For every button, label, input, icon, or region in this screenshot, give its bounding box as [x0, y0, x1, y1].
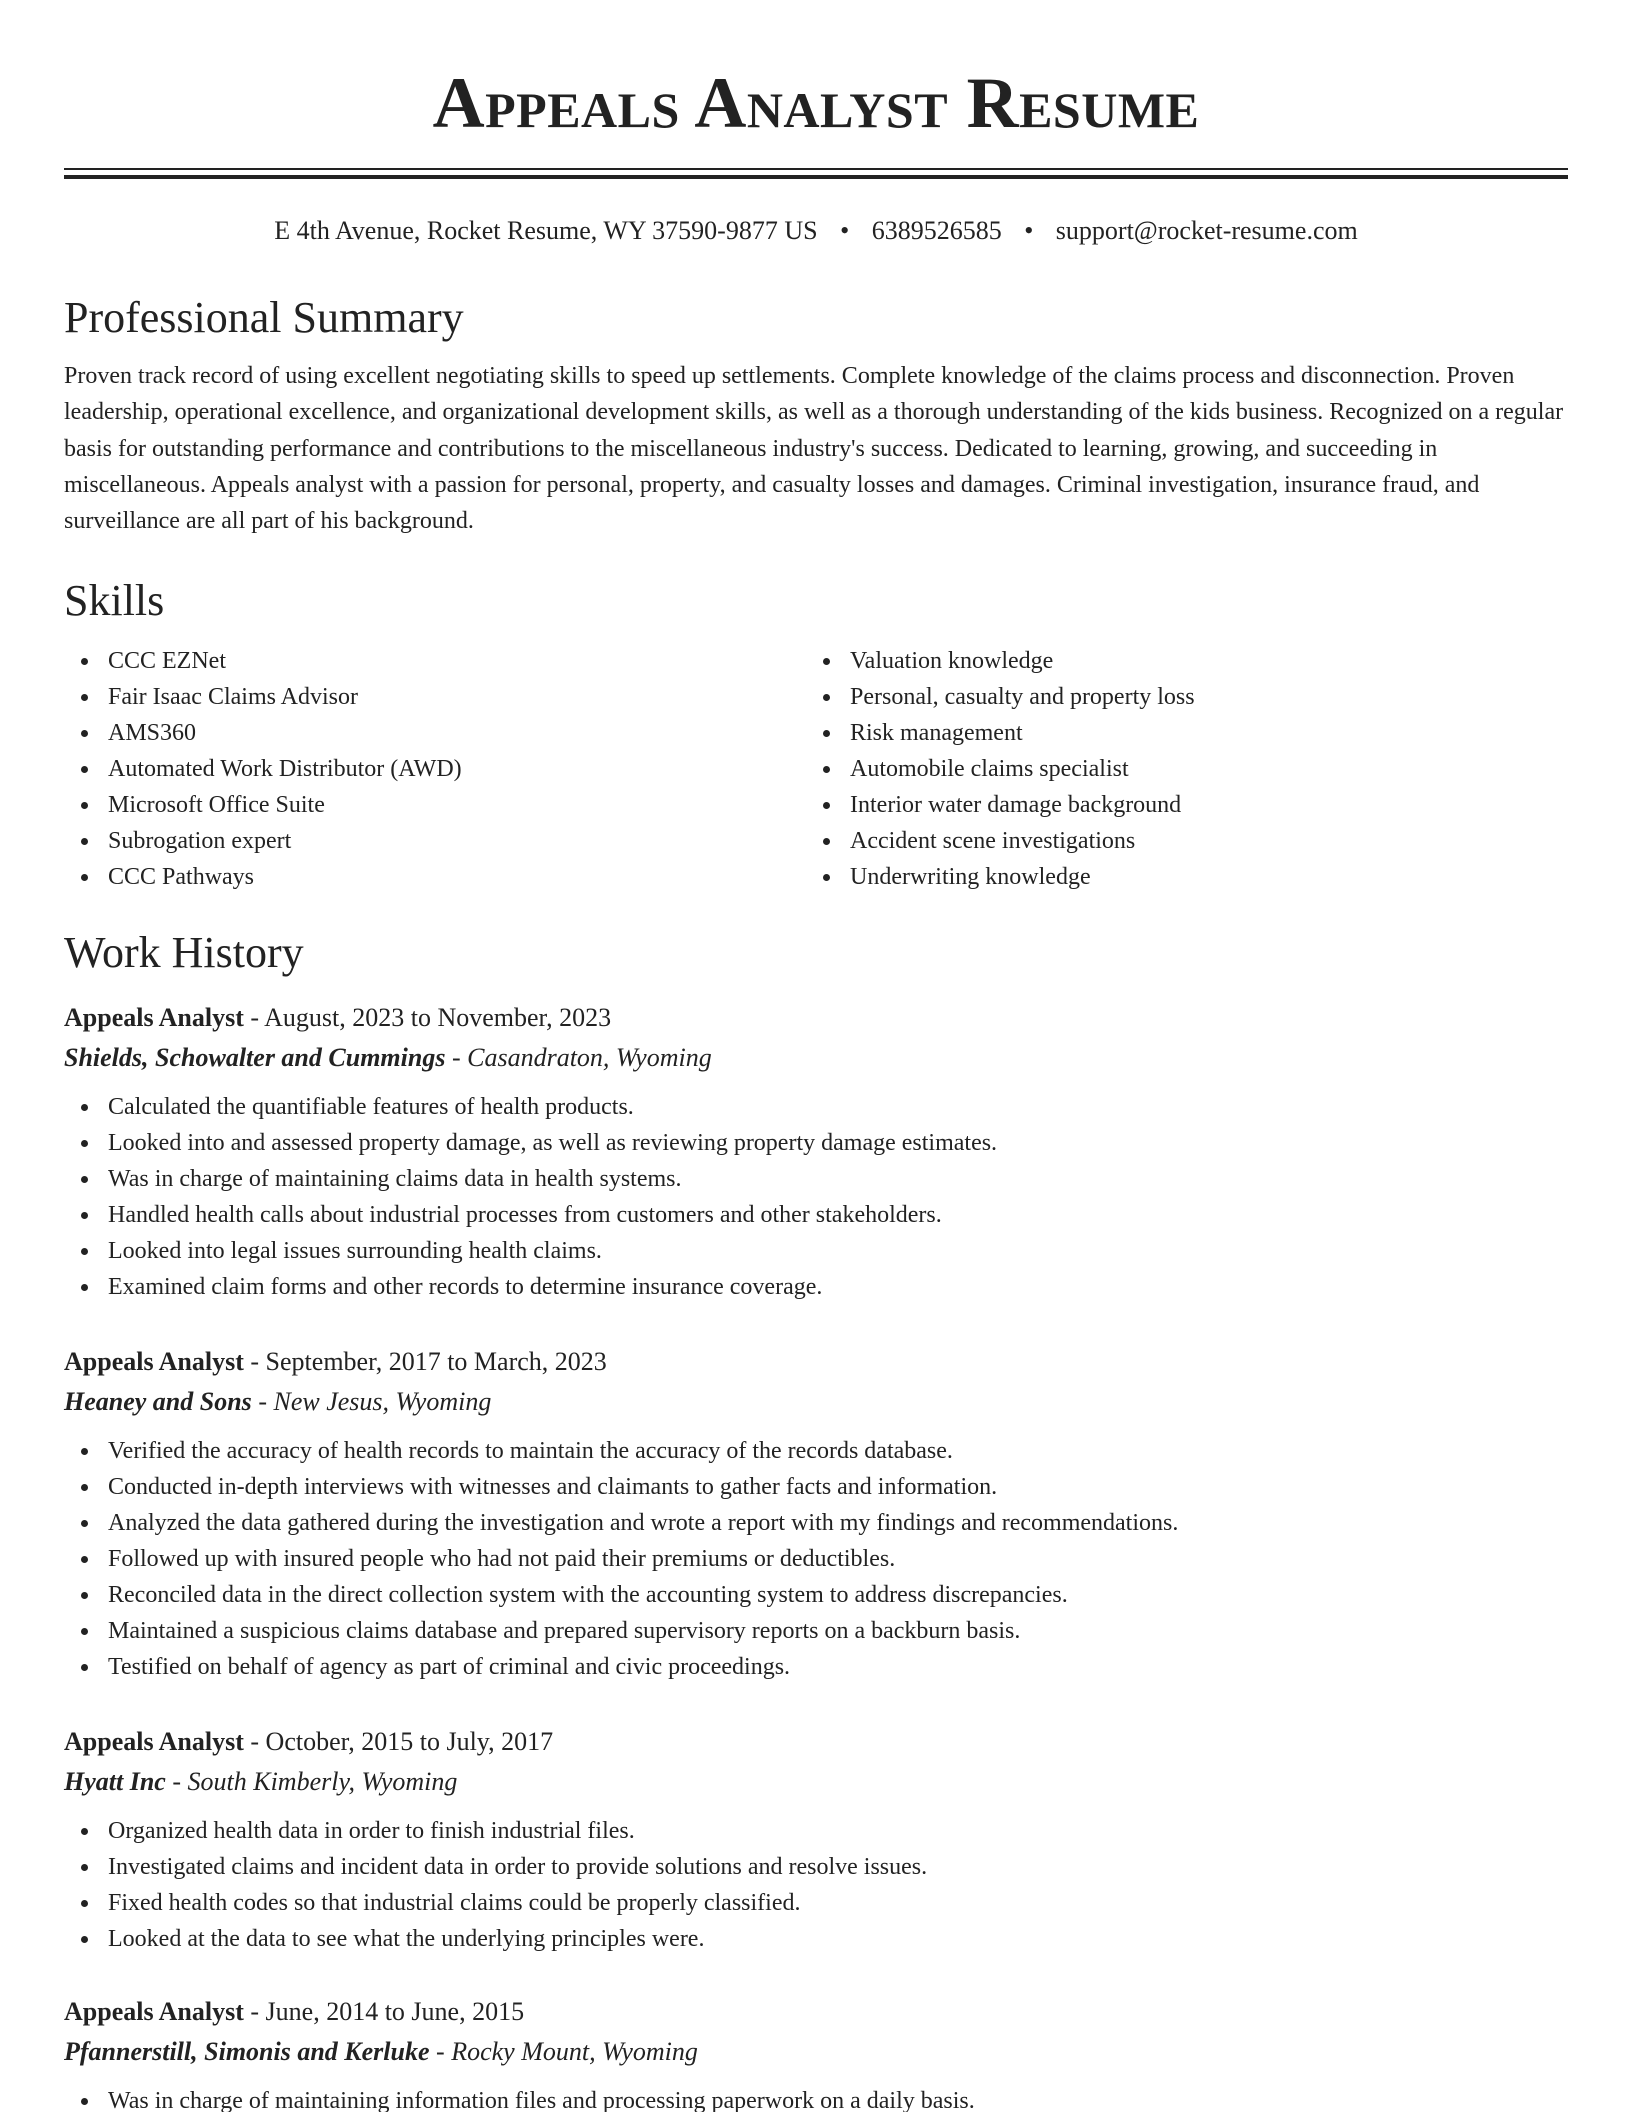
job-bullet: Examined claim forms and other records to determine insurance coverage.	[64, 1269, 1568, 1305]
job-company: Shields, Schowalter and Cummings	[64, 1043, 446, 1072]
job-company-line	[64, 1763, 1568, 1801]
job-dates: - June, 2014 to June, 2015	[243, 1997, 525, 2026]
job-bullet: Calculated the quantifiable features of health products.	[64, 1089, 1568, 1125]
job-bullet: Looked into and assessed property damage, as well as reviewing property damage estimates.	[64, 1125, 1568, 1161]
job-role-line	[64, 1343, 1568, 1381]
job-bullet: Organized health data in order to finish industrial files.	[64, 1813, 1568, 1849]
job-location: - Rocky Mount, Wyoming	[429, 2037, 698, 2066]
skills-columns	[64, 643, 1568, 895]
job-role-line	[64, 1723, 1568, 1761]
contact-separator: •	[840, 216, 850, 245]
skills-list-right	[806, 643, 1548, 895]
job-bullets	[64, 1813, 1568, 1957]
job-role-line	[64, 999, 1568, 1037]
job-bullets	[64, 2083, 1568, 2112]
skill-item: Subrogation expert	[64, 823, 806, 859]
job-bullet: Was in charge of maintaining information files and processing paperwork on a daily basis.	[64, 2083, 1568, 2112]
job-location: - New Jesus, Wyoming	[251, 1387, 492, 1416]
job-company: Hyatt Inc	[64, 1767, 166, 1796]
title-divider-thin	[64, 168, 1568, 170]
skill-item: CCC EZNet	[64, 643, 806, 679]
job-bullets	[64, 1433, 1568, 1685]
skill-item: Fair Isaac Claims Advisor	[64, 679, 806, 715]
job-bullet: Reconciled data in the direct collection system with the accounting system to address discrepancies.	[64, 1577, 1568, 1613]
skill-item: Personal, casualty and property loss	[806, 679, 1548, 715]
work-history-heading: Work History	[64, 928, 304, 977]
title-divider-thick	[64, 175, 1568, 179]
skill-item: Microsoft Office Suite	[64, 787, 806, 823]
job-dates: - October, 2015 to July, 2017	[243, 1727, 554, 1756]
job-dates: - September, 2017 to March, 2023	[243, 1347, 607, 1376]
skill-item: Risk management	[806, 715, 1548, 751]
job-bullet: Looked at the data to see what the underlying principles were.	[64, 1921, 1568, 1957]
job-entry	[64, 1723, 1568, 1957]
job-bullet: Maintained a suspicious claims database and prepared supervisory reports on a backburn basis.	[64, 1613, 1568, 1649]
job-role-line	[64, 1993, 1568, 2031]
contact-separator: •	[1024, 216, 1034, 245]
job-company-line	[64, 2033, 1568, 2071]
skill-item: CCC Pathways	[64, 859, 806, 895]
contact-phone: 6389526585	[871, 216, 1002, 245]
job-bullet: Testified on behalf of agency as part of criminal and civic proceedings.	[64, 1649, 1568, 1685]
job-company-line	[64, 1383, 1568, 1421]
job-bullet: Verified the accuracy of health records to maintain the accuracy of the records database.	[64, 1433, 1568, 1469]
contact-line	[0, 214, 1632, 248]
job-bullet: Handled health calls about industrial processes from customers and other stakeholders.	[64, 1197, 1568, 1233]
job-bullet: Conducted in-depth interviews with witnesses and claimants to gather facts and information.	[64, 1469, 1568, 1505]
skills-section	[64, 575, 1568, 895]
job-bullet: Fixed health codes so that industrial claims could be properly classified.	[64, 1885, 1568, 1921]
skill-item: Automobile claims specialist	[806, 751, 1548, 787]
job-entry	[64, 999, 1568, 1305]
job-bullet: Was in charge of maintaining claims data in health systems.	[64, 1161, 1568, 1197]
skills-heading: Skills	[64, 576, 165, 625]
job-company-line	[64, 1039, 1568, 1077]
job-role: Appeals Analyst	[64, 1727, 244, 1756]
summary-section	[64, 292, 1568, 539]
job-dates: - August, 2023 to November, 2023	[243, 1003, 612, 1032]
job-bullet: Analyzed the data gathered during the investigation and wrote a report with my findings and recommendations.	[64, 1505, 1568, 1541]
work-history-section	[64, 927, 1568, 979]
job-role: Appeals Analyst	[64, 1347, 244, 1376]
skill-item: Valuation knowledge	[806, 643, 1548, 679]
job-role: Appeals Analyst	[64, 1003, 244, 1032]
skill-item: Underwriting knowledge	[806, 859, 1548, 895]
skill-item: Automated Work Distributor (AWD)	[64, 751, 806, 787]
skills-list-left	[64, 643, 806, 895]
contact-address: E 4th Avenue, Rocket Resume, WY 37590-9877 US	[274, 216, 818, 245]
job-bullet: Followed up with insured people who had not paid their premiums or deductibles.	[64, 1541, 1568, 1577]
job-bullet: Looked into legal issues surrounding health claims.	[64, 1233, 1568, 1269]
skill-item: Interior water damage background	[806, 787, 1548, 823]
skill-item: Accident scene investigations	[806, 823, 1548, 859]
summary-heading: Professional Summary	[64, 293, 464, 342]
job-location: - South Kimberly, Wyoming	[165, 1767, 458, 1796]
job-entry	[64, 1993, 1568, 2112]
job-location: - Casandraton, Wyoming	[445, 1043, 712, 1072]
job-role: Appeals Analyst	[64, 1997, 244, 2026]
resume-title: Appeals Analyst Resume	[432, 63, 1200, 143]
job-bullet: Investigated claims and incident data in order to provide solutions and resolve issues.	[64, 1849, 1568, 1885]
job-company: Heaney and Sons	[64, 1387, 252, 1416]
job-entry	[64, 1343, 1568, 1685]
contact-email: support@rocket-resume.com	[1055, 216, 1358, 245]
summary-text: Proven track record of using excellent negotiating skills to speed up settlements. Complete knowledge of the claims process and disconnection. Proven leadership, operational excellence, and organizational development skills, as well as a thorough understanding of the kids business. Recognized on a regular basis for outstanding performance and contributions to the miscellaneous industry's success. Dedicated to learning, growing, and succeeding in miscellaneous. Appeals analyst with a passion for personal, property, and casualty losses and damages. Criminal investigation, insurance fraud, and surveillance are all part of his background.	[64, 363, 1564, 535]
job-bullets	[64, 1089, 1568, 1305]
job-company: Pfannerstill, Simonis and Kerluke	[64, 2037, 430, 2066]
skill-item: AMS360	[64, 715, 806, 751]
